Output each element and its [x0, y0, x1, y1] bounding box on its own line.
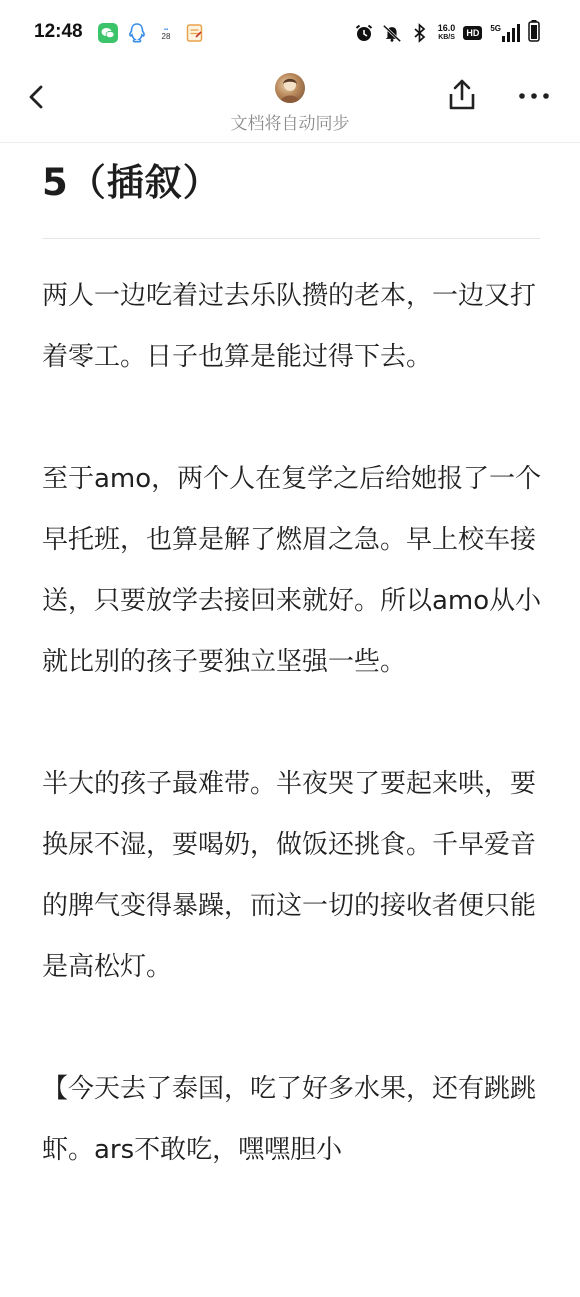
status-bar: [0, 0, 580, 66]
hd-badge: HD: [463, 26, 482, 40]
status-time: 12:48: [34, 21, 83, 42]
alarm-icon: [354, 22, 374, 44]
title-divider: [42, 238, 540, 239]
back-button[interactable]: [22, 82, 52, 112]
svg-text:▪▪: ▪▪: [163, 27, 169, 33]
calendar-day: 28: [161, 32, 171, 41]
signal-icon: [490, 24, 520, 42]
share-icon: [447, 78, 477, 112]
document-body[interactable]: [42, 266, 542, 1242]
share-button[interactable]: [447, 78, 477, 112]
more-dots-icon: [518, 88, 550, 104]
mute-icon: [382, 22, 402, 44]
document-title[interactable]: 5（插叙）: [42, 161, 221, 204]
paragraph[interactable]: 【今天去了泰国，吃了好多水果，还有跳跳虾。ars不敢吃，嘿嘿胆小: [42, 1074, 537, 1165]
avatar[interactable]: [275, 73, 305, 103]
paragraph[interactable]: 至于amo，两个人在复学之后给她报了一个早托班，也算是解了燃眉之急。早上校车接送，只要放学去接回来就好。所以amo从小就比别的孩子要独立坚强一些。: [42, 464, 542, 677]
bluetooth-icon: [410, 22, 430, 44]
calendar-icon: [156, 22, 176, 44]
qq-icon: [127, 22, 147, 44]
notes-icon: [185, 22, 205, 44]
paragraph[interactable]: 半大的孩子最难带。半夜哭了要起来哄，要换尿不湿，要喝奶，做饭还挑食。千早爱音的脾气变得暴躁，而这一切的接收者便只能是高松灯。: [42, 769, 537, 982]
document-nav-bar: [0, 66, 580, 143]
wechat-icon: [98, 22, 118, 44]
more-options-button[interactable]: [518, 88, 550, 104]
net-speed-unit: KB/S: [438, 34, 455, 41]
network-type: 5G: [490, 24, 501, 33]
net-speed-value: 16.0: [437, 23, 456, 33]
notification-icons: [98, 22, 205, 44]
net-speed: [438, 24, 456, 42]
battery-icon: [528, 20, 540, 46]
paragraph[interactable]: 两人一边吃着过去乐队攒的老本，一边又打着零工。日子也算是能过得下去。: [42, 281, 537, 372]
system-icons: [354, 20, 540, 46]
sync-status: 文档将自动同步: [230, 114, 350, 134]
chevron-left-icon: [22, 82, 52, 112]
